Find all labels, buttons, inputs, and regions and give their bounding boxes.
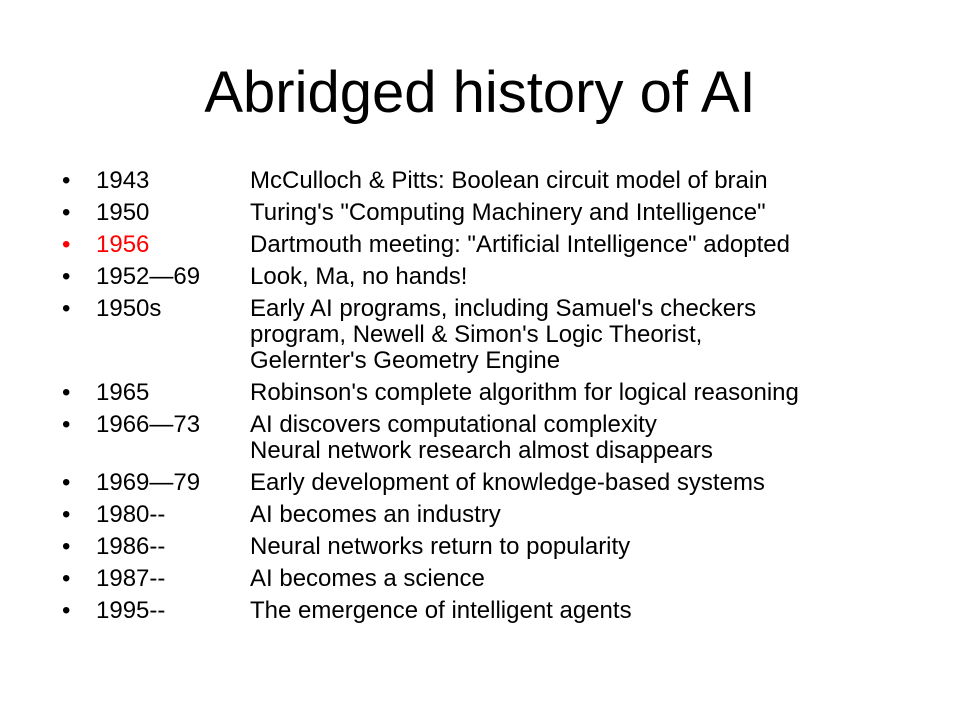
entry-description-line: Gelernter's Geometry Engine <box>250 347 561 374</box>
entry-description-line: AI becomes a science <box>250 565 485 592</box>
timeline-entry <box>0 598 960 624</box>
timeline-entry <box>0 232 960 258</box>
bullet-icon: • <box>62 379 71 406</box>
timeline-entry <box>0 200 960 226</box>
bullet-icon: • <box>62 469 71 496</box>
entry-description <box>250 264 930 290</box>
entry-year: 1950 <box>96 199 150 226</box>
bullet-icon: • <box>62 597 71 624</box>
timeline-entry <box>0 470 960 496</box>
timeline-entry <box>0 502 960 528</box>
entry-description-line: Neural network research almost disappears <box>250 437 713 464</box>
entry-description-line: Early development of knowledge-based systems <box>250 469 765 496</box>
entry-description-line: Dartmouth meeting: "Artificial Intelligence" adopted <box>250 231 790 258</box>
bullet-icon: • <box>62 263 71 290</box>
entry-description-line: program, Newell & Simon's Logic Theorist, <box>250 321 703 348</box>
entry-description-line: Robinson's complete algorithm for logical reasoning <box>250 379 799 406</box>
entry-year: 1943 <box>96 167 150 194</box>
entry-year: 1950s <box>96 295 162 322</box>
entry-description <box>250 470 930 496</box>
entry-description <box>250 566 930 592</box>
entry-description <box>250 296 930 374</box>
bullet-icon: • <box>62 167 71 194</box>
entry-description-line: Neural networks return to popularity <box>250 533 631 560</box>
entry-description <box>250 168 930 194</box>
entry-description-line: The emergence of intelligent agents <box>250 597 632 624</box>
entry-year: 1952—69 <box>96 263 201 290</box>
timeline-entry <box>0 534 960 560</box>
entry-description <box>250 232 930 258</box>
entry-description <box>250 200 930 226</box>
bullet-icon: • <box>62 533 71 560</box>
entry-year: 1987-- <box>96 565 166 592</box>
bullet-icon: • <box>62 411 71 438</box>
timeline-entry <box>0 264 960 290</box>
timeline-list <box>0 168 960 630</box>
bullet-icon: • <box>62 501 71 528</box>
slide-title: Abridged history of AI <box>204 60 756 125</box>
entry-description <box>250 534 930 560</box>
entry-description <box>250 412 930 464</box>
timeline-entry <box>0 380 960 406</box>
entry-description <box>250 502 930 528</box>
entry-description-line: AI becomes an industry <box>250 501 501 528</box>
entry-year: 1965 <box>96 379 150 406</box>
entry-description-line: Turing's "Computing Machinery and Intelligence" <box>250 199 766 226</box>
timeline-entry <box>0 566 960 592</box>
bullet-icon: • <box>62 565 71 592</box>
entry-description-line: McCulloch & Pitts: Boolean circuit model of brain <box>250 167 768 194</box>
entry-year: 1986-- <box>96 533 166 560</box>
entry-year: 1966—73 <box>96 411 201 438</box>
entry-description <box>250 598 930 624</box>
entry-year: 1969—79 <box>96 469 201 496</box>
entry-description-line: Early AI programs, including Samuel's checkers <box>250 295 757 322</box>
entry-description-line: AI discovers computational complexity <box>250 411 657 438</box>
bullet-icon: • <box>62 199 71 226</box>
timeline-entry <box>0 168 960 194</box>
entry-year: 1980-- <box>96 501 166 528</box>
entry-description <box>250 380 930 406</box>
entry-description-line: Look, Ma, no hands! <box>250 263 468 290</box>
entry-year: 1956 <box>96 231 150 258</box>
entry-year: 1995-- <box>96 597 166 624</box>
timeline-entry <box>0 296 960 374</box>
timeline-entry <box>0 412 960 464</box>
bullet-icon: • <box>62 231 71 258</box>
bullet-icon: • <box>62 295 71 322</box>
